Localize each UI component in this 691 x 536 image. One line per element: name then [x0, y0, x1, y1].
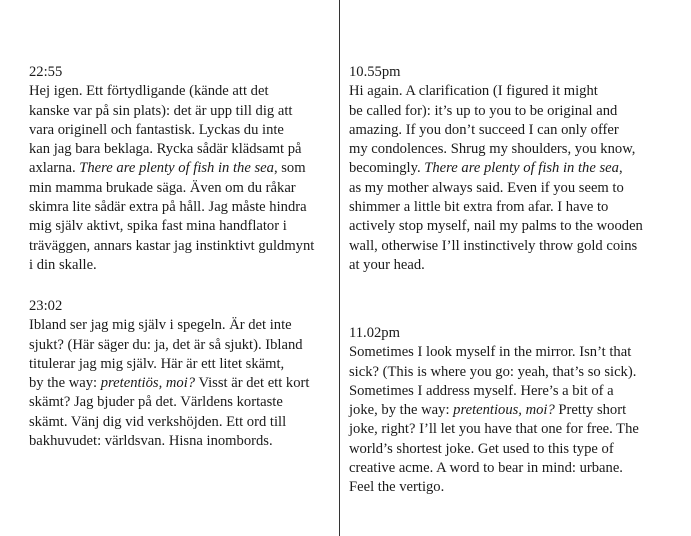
text-line — [29, 237, 314, 256]
text-line — [349, 363, 639, 382]
entry-text — [29, 82, 314, 275]
text-segment: Feel the vertigo. — [349, 479, 445, 496]
swedish-entry-2 — [29, 297, 309, 451]
italic-phrase: pretentiös, moi? — [100, 375, 196, 392]
text-segment: skämt. Vänj dig vid verkshöjden. Ett ord till — [29, 413, 287, 430]
english-entry-1 — [349, 63, 643, 275]
text-line — [349, 256, 643, 275]
text-segment: min mamma brukade säga. Även om du råkar — [29, 179, 296, 196]
text-segment: kanske var på sin plats): det är upp till dig att — [29, 102, 293, 119]
text-line — [349, 401, 639, 420]
text-segment: Ibland ser jag mig själv i spegeln. Är det inte — [29, 317, 292, 334]
text-line — [29, 217, 314, 236]
text-segment: joke, by the way: — [349, 402, 454, 419]
italic-phrase: pretentious, moi? — [453, 402, 555, 419]
text-line — [29, 121, 314, 140]
text-line — [29, 374, 309, 393]
text-line — [349, 343, 639, 362]
text-segment: titulerar jag mig själv. Här är ett litet skämt, — [29, 355, 285, 372]
text-line — [29, 393, 309, 412]
text-segment: as my mother always said. Even if you seem to — [349, 179, 624, 196]
text-segment: amazing. If you don’t succeed I can only offer — [349, 121, 619, 138]
column-divider — [339, 0, 340, 536]
entry-text — [29, 316, 309, 451]
text-line — [29, 140, 314, 159]
text-line — [349, 198, 643, 217]
text-segment: Hej igen. Ett förtydligande (kände att det — [29, 83, 269, 100]
text-line — [29, 82, 314, 101]
text-segment: Hi again. A clarification (I figured it might — [349, 83, 598, 100]
entry-timestamp: 10.55pm — [349, 64, 401, 80]
text-line — [29, 198, 314, 217]
swedish-entry-1 — [29, 63, 314, 275]
text-segment: sick? (This is where you go: yeah, that’s so sick). — [349, 363, 637, 380]
text-segment: by the way: — [29, 375, 101, 392]
text-line — [349, 459, 639, 478]
text-segment: sjukt? (Här säger du: ja, det är så sjukt). Ibland — [29, 336, 303, 353]
italic-phrase: There are plenty of fish in the sea — [79, 160, 274, 177]
text-segment: , — [618, 160, 623, 177]
text-line — [29, 316, 309, 335]
text-segment: actively stop myself, nail my palms to the wooden — [349, 218, 643, 235]
entry-text — [349, 82, 643, 275]
text-line — [349, 179, 643, 198]
text-segment: shimmer a little bit extra from afar. I have to — [349, 199, 609, 216]
entry-text — [349, 343, 639, 497]
text-segment: at your head. — [349, 256, 425, 273]
text-segment: mig själv aktivt, spika fast mina handflator i — [29, 218, 287, 235]
italic-phrase: There are plenty of fish in the sea — [424, 160, 619, 177]
text-segment: wall, otherwise I’ll instinctively throw gold coins — [349, 237, 638, 254]
text-line — [349, 82, 643, 101]
text-line — [29, 355, 309, 374]
text-segment: becomingly. — [349, 160, 425, 177]
entry-timestamp: 11.02pm — [349, 325, 400, 341]
text-segment: Sometimes I address myself. Here’s a bit of a — [349, 382, 614, 399]
text-segment: world’s shortest joke. Get used to this type of — [349, 440, 614, 457]
entry-timestamp: 22:55 — [29, 64, 63, 80]
text-line — [349, 237, 643, 256]
text-segment: axlarna. — [29, 160, 80, 177]
text-line — [349, 140, 643, 159]
text-segment: träväggen, annars kastar jag instinktivt guldmynt — [29, 237, 315, 254]
text-line — [349, 478, 639, 497]
text-line — [29, 413, 309, 432]
entry-timestamp: 23:02 — [29, 298, 63, 314]
text-line — [349, 121, 643, 140]
text-segment: joke, right? I’ll let you have that one for free. The — [349, 421, 639, 438]
text-segment: kan jag bara beklaga. Rycka sådär klädsamt på — [29, 141, 302, 158]
text-line — [29, 256, 314, 275]
text-segment: my condolences. Shrug my shoulders, you know, — [349, 141, 636, 158]
text-segment: bakhuvudet: världsvan. Hisna inombords. — [29, 433, 273, 450]
text-line — [349, 217, 643, 236]
text-line — [29, 159, 314, 178]
text-segment: be called for): it’s up to you to be original and — [349, 102, 618, 119]
text-segment: skämt? Jag bjuder på det. Världens kortaste — [29, 394, 283, 411]
text-segment: , som — [273, 160, 306, 177]
text-line — [29, 102, 314, 121]
text-segment: skimra lite sådär extra på håll. Jag måste hindra — [29, 199, 307, 216]
text-segment: i din skalle. — [29, 256, 97, 273]
english-entry-2 — [349, 324, 639, 498]
text-segment: Pretty short — [554, 402, 627, 419]
text-segment: Visst är det ett kort — [195, 375, 310, 392]
text-line — [349, 159, 643, 178]
text-line — [349, 440, 639, 459]
text-line — [29, 179, 314, 198]
text-segment: vara originell och fantastisk. Lyckas du inte — [29, 121, 284, 138]
text-segment: creative acme. A word to bear in mind: urbane. — [349, 460, 623, 477]
text-line — [349, 382, 639, 401]
text-line — [29, 336, 309, 355]
text-line — [29, 432, 309, 451]
text-line — [349, 420, 639, 439]
text-line — [349, 102, 643, 121]
text-segment: Sometimes I look myself in the mirror. Isn’t that — [349, 344, 632, 361]
